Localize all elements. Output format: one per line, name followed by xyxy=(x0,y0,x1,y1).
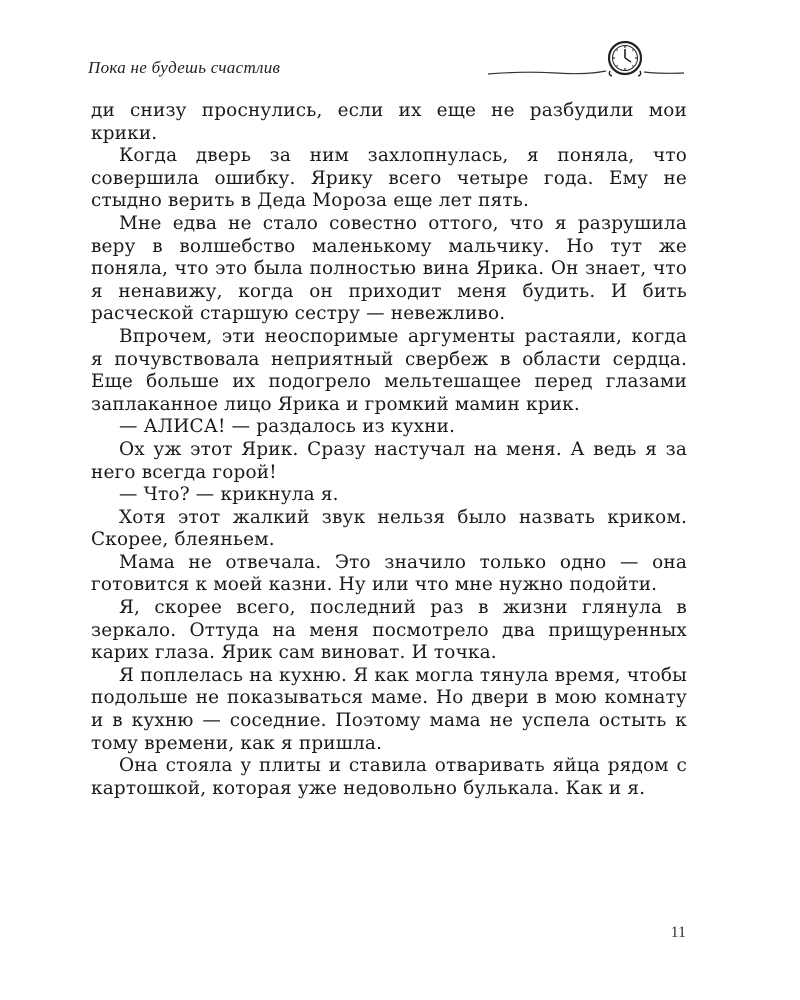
paragraph: Мне едва не стало совестно оттого, что я разрушила веру в волшебство маленькому мальчику. Но тут же поняла, что это была полностью вина Ярика. Он знает, что я ненавижу, когда он приходит меня будить. И бить расческой старшую сестру — невежливо. xyxy=(91,212,687,325)
paragraph: Хотя этот жалкий звук нельзя было назвать криком. Скорее, блеяньем. xyxy=(91,506,687,551)
paragraph: ди снизу проснулись, если их еще не разбудили мои крики. xyxy=(91,100,687,144)
page-number: 11 xyxy=(670,924,686,941)
clock-icon xyxy=(486,38,686,82)
paragraph: Впрочем, эти неоспоримые аргументы растаяли, когда я почувствовала неприятный свербеж в области сердца. Еще больше их подогрело мельтешащее перед глазами заплаканное лицо Ярика и громкий мамин крик. xyxy=(91,325,687,415)
paragraph: Я поплелась на кухню. Я как могла тянула время, чтобы подольше не показываться маме. Но двери в мою комнату и в кухню — соседние. Поэтому мама не успела остыть к тому времени, как я пришла. xyxy=(91,664,687,754)
paragraph: Мама не отвечала. Это значило только одно — она готовится к моей казни. Ну или что мне нужно подойти. xyxy=(91,551,687,596)
paragraph: Когда дверь за ним захлопнулась, я поняла, что совершила ошибку. Ярику всего четыре года. Ему не стыдно верить в Деда Мороза еще лет пять. xyxy=(91,145,687,212)
paragraph: — АЛИСА! — раздалось из кухни. xyxy=(119,416,456,438)
paragraph: Ох уж этот Ярик. Сразу настучал на меня. А ведь я за него всегда горой! xyxy=(91,438,687,483)
page-body xyxy=(91,100,687,800)
paragraph: Я, скорее всего, последний раз в жизни глянула в зеркало. Оттуда на меня посмотрело два прищуренных карих глаза. Ярик сам виноват. И точка. xyxy=(91,597,687,664)
paragraph: — Что? — крикнула я. xyxy=(119,484,339,506)
running-head: Пока не будешь счастлив xyxy=(88,58,281,77)
paragraph: Она стояла у плиты и ставила отваривать яйца рядом с картошкой, которая уже недовольно булькала. Как и я. xyxy=(91,755,687,799)
